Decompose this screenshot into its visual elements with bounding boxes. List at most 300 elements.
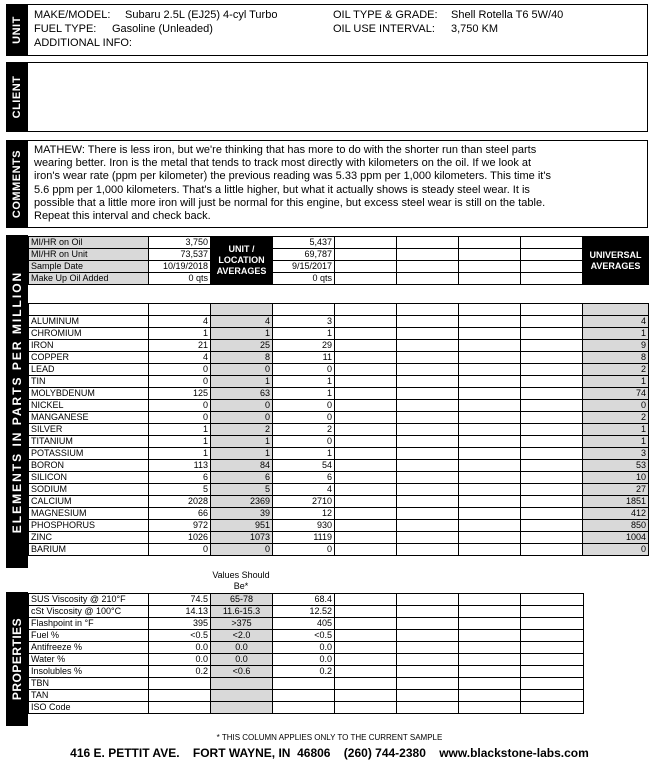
current-value: 74.5 <box>149 594 211 606</box>
universal-average-value: 1851 <box>583 496 649 508</box>
should-be-value: 0.0 <box>211 654 273 666</box>
empty-cell <box>459 520 521 532</box>
empty-cell <box>335 316 397 328</box>
current-value: 1 <box>149 448 211 460</box>
element-row <box>29 364 649 376</box>
empty-cell <box>521 472 583 484</box>
current-value: 4 <box>149 316 211 328</box>
comments-label-text: COMMENTS <box>11 149 23 219</box>
element-row <box>29 508 649 520</box>
unit-average-value: 1 <box>211 376 273 388</box>
oil-type-value: Shell Rotella T6 5W/40 <box>451 9 564 21</box>
oil-type-label: OIL TYPE & GRADE: <box>333 9 438 21</box>
empty-cell <box>459 424 521 436</box>
element-name: ALUMINUM <box>29 316 149 328</box>
empty-cell <box>521 388 583 400</box>
empty-cell <box>335 388 397 400</box>
unit-average-value: 84 <box>211 460 273 472</box>
empty-cell <box>459 484 521 496</box>
empty-cell <box>459 606 521 618</box>
empty-cell <box>459 448 521 460</box>
empty-cell <box>335 594 397 606</box>
property-row <box>29 690 584 702</box>
empty-cell <box>397 424 459 436</box>
empty-cell <box>459 328 521 340</box>
empty-cell <box>521 642 584 654</box>
prev-value: 1 <box>273 388 335 400</box>
current-value: 73,537 <box>149 249 211 261</box>
empty-cell <box>397 678 459 690</box>
empty-cell <box>335 400 397 412</box>
empty-cell <box>459 400 521 412</box>
property-row <box>29 642 584 654</box>
empty-cell <box>459 594 521 606</box>
unit-average-value: 0 <box>211 364 273 376</box>
current-value: 14.13 <box>149 606 211 618</box>
empty-cell <box>397 594 459 606</box>
empty-cell <box>459 702 521 714</box>
empty-cell <box>459 364 521 376</box>
empty-cell <box>459 388 521 400</box>
spacer-row <box>29 304 649 316</box>
current-value: 10/19/2018 <box>149 261 211 273</box>
empty-cell <box>397 340 459 352</box>
element-name: MOLYBDENUM <box>29 388 149 400</box>
element-row <box>29 412 649 424</box>
unit-average-value: 0 <box>211 412 273 424</box>
empty-cell <box>521 594 584 606</box>
empty-cell <box>397 532 459 544</box>
empty-cell <box>459 376 521 388</box>
empty-cell <box>521 496 583 508</box>
unit-average-value: 951 <box>211 520 273 532</box>
empty-cell <box>397 376 459 388</box>
sample-row-unit <box>29 249 649 261</box>
prev-value: 54 <box>273 460 335 472</box>
empty-cell <box>459 642 521 654</box>
row-label: MI/HR on Unit <box>29 249 149 261</box>
universal-average-value: 3 <box>583 448 649 460</box>
prev-value: 0 <box>273 364 335 376</box>
empty-cell <box>397 316 459 328</box>
empty-cell <box>521 520 583 532</box>
property-name: Antifreeze % <box>29 642 149 654</box>
element-row <box>29 496 649 508</box>
unit-average-value: 39 <box>211 508 273 520</box>
universal-average-value: 1004 <box>583 532 649 544</box>
sample-row-makeup <box>29 273 649 285</box>
empty-cell <box>335 460 397 472</box>
empty-cell <box>335 436 397 448</box>
property-row <box>29 702 584 714</box>
prev-value <box>273 702 335 714</box>
current-value <box>149 690 211 702</box>
comment-line: 5.6 ppm per 1,000 kilometers. That's a little higher, but what it actually shows is steady steel wear. It is <box>34 183 530 196</box>
empty-cell <box>459 630 521 642</box>
empty-cell <box>521 618 584 630</box>
unit-average-value: 5 <box>211 484 273 496</box>
row-label: Sample Date <box>29 261 149 273</box>
empty-cell <box>521 328 583 340</box>
prev-value: 0.0 <box>273 642 335 654</box>
prev-value <box>273 690 335 702</box>
empty-cell <box>397 520 459 532</box>
universal-average-value: 53 <box>583 460 649 472</box>
empty-cell <box>459 496 521 508</box>
prev-value: 2 <box>273 424 335 436</box>
universal-average-value: 1 <box>583 328 649 340</box>
comments-section-label <box>6 140 28 228</box>
universal-average-value: 412 <box>583 508 649 520</box>
empty-cell <box>335 237 397 249</box>
comment-line: iron's wear rate (ppm per kilometer) the previous reading was 5.33 ppm per 1,000 kilometers. This time it's <box>34 170 551 183</box>
property-name: ISO Code <box>29 702 149 714</box>
universal-average-value: 8 <box>583 352 649 364</box>
current-value: 0.0 <box>149 654 211 666</box>
empty-cell <box>335 328 397 340</box>
element-row <box>29 328 649 340</box>
empty-cell <box>335 630 397 642</box>
universal-average-value: 9 <box>583 340 649 352</box>
empty-cell <box>459 532 521 544</box>
empty-cell <box>521 606 584 618</box>
property-row <box>29 678 584 690</box>
empty-cell <box>397 630 459 642</box>
universal-average-value: 850 <box>583 520 649 532</box>
empty-cell <box>521 702 584 714</box>
empty-cell <box>397 352 459 364</box>
empty-cell <box>521 532 583 544</box>
empty-cell <box>521 261 583 273</box>
universal-average-value: 27 <box>583 484 649 496</box>
empty-cell <box>335 508 397 520</box>
empty-cell <box>521 364 583 376</box>
element-name: TIN <box>29 376 149 388</box>
make-model-label: MAKE/MODEL: <box>34 9 111 21</box>
current-value: 0 <box>149 412 211 424</box>
empty-cell <box>335 273 397 285</box>
empty-cell <box>397 388 459 400</box>
current-value: 1 <box>149 328 211 340</box>
empty-cell <box>335 520 397 532</box>
unit-average-value: 4 <box>211 316 273 328</box>
prev-value: 9/15/2017 <box>273 261 335 273</box>
current-value: 4 <box>149 352 211 364</box>
current-value: 0 <box>149 544 211 556</box>
element-row <box>29 448 649 460</box>
empty-cell <box>521 273 583 285</box>
empty-cell <box>149 304 211 316</box>
comment-line: MATHEW: There is less iron, but we're thinking that has more to do with the shorter run than steel parts <box>34 144 537 156</box>
empty-cell <box>459 544 521 556</box>
universal-average-value: 2 <box>583 364 649 376</box>
element-row <box>29 532 649 544</box>
element-row <box>29 352 649 364</box>
empty-cell <box>335 666 397 678</box>
empty-cell <box>521 508 583 520</box>
property-row <box>29 654 584 666</box>
empty-cell <box>335 412 397 424</box>
prev-value: 4 <box>273 484 335 496</box>
empty-cell <box>397 304 459 316</box>
empty-cell <box>521 678 584 690</box>
empty-cell <box>521 460 583 472</box>
should-be-value <box>211 678 273 690</box>
make-model-value: Subaru 2.5L (EJ25) 4-cyl Turbo <box>125 9 278 21</box>
universal-averages-header: UNIVERSAL AVERAGES <box>583 237 649 285</box>
should-be-value <box>211 702 273 714</box>
element-name: PHOSPHORUS <box>29 520 149 532</box>
empty-cell <box>397 448 459 460</box>
prev-value: 0 <box>273 412 335 424</box>
empty-cell <box>397 690 459 702</box>
empty-cell <box>335 364 397 376</box>
prev-value: 11 <box>273 352 335 364</box>
empty-cell <box>397 249 459 261</box>
empty-cell <box>397 261 459 273</box>
prev-value: 0 <box>273 436 335 448</box>
current-value: 125 <box>149 388 211 400</box>
current-value: 6 <box>149 472 211 484</box>
empty-cell <box>521 352 583 364</box>
empty-cell <box>583 304 649 316</box>
element-name: POTASSIUM <box>29 448 149 460</box>
element-name: LEAD <box>29 364 149 376</box>
element-row <box>29 424 649 436</box>
unit-average-value: 2369 <box>211 496 273 508</box>
oil-interval-value: 3,750 KM <box>451 23 499 35</box>
unit-average-value: 1073 <box>211 532 273 544</box>
empty-cell <box>335 690 397 702</box>
empty-cell <box>335 606 397 618</box>
empty-cell <box>335 448 397 460</box>
unit-average-value: 6 <box>211 472 273 484</box>
property-row <box>29 606 584 618</box>
current-value: 5 <box>149 484 211 496</box>
empty-cell <box>335 678 397 690</box>
footer-address: 416 E. PETTIT AVE. FORT WAYNE, IN 46806 (260) 744-2380 www.blackstone-labs.com <box>70 746 589 760</box>
should-be-value <box>211 690 273 702</box>
empty-cell <box>459 237 521 249</box>
empty-cell <box>459 304 521 316</box>
prev-value: 29 <box>273 340 335 352</box>
empty-cell <box>335 261 397 273</box>
current-value: 0 <box>149 400 211 412</box>
prev-value: 1 <box>273 448 335 460</box>
prev-value: 12.52 <box>273 606 335 618</box>
element-name: CALCIUM <box>29 496 149 508</box>
empty-cell <box>459 352 521 364</box>
empty-cell <box>397 642 459 654</box>
empty-cell <box>521 316 583 328</box>
additional-info-label: ADDITIONAL INFO: <box>34 37 132 49</box>
empty-cell <box>397 544 459 556</box>
unit-average-value: 25 <box>211 340 273 352</box>
empty-cell <box>335 352 397 364</box>
should-be-value: <2.0 <box>211 630 273 642</box>
element-row <box>29 460 649 472</box>
empty-cell <box>459 249 521 261</box>
property-name: TAN <box>29 690 149 702</box>
client-section-label <box>6 62 28 132</box>
empty-cell <box>521 304 583 316</box>
element-row <box>29 520 649 532</box>
empty-cell <box>397 400 459 412</box>
should-be-value: 0.0 <box>211 642 273 654</box>
property-name: Fuel % <box>29 630 149 642</box>
unit-average-value: 8 <box>211 352 273 364</box>
universal-average-value: 2 <box>583 412 649 424</box>
current-value: 395 <box>149 618 211 630</box>
empty-cell <box>397 702 459 714</box>
empty-cell <box>335 544 397 556</box>
empty-cell <box>397 436 459 448</box>
element-name: NICKEL <box>29 400 149 412</box>
empty-cell <box>459 508 521 520</box>
empty-cell <box>273 304 335 316</box>
prev-value: 0.2 <box>273 666 335 678</box>
unit-average-value: 2 <box>211 424 273 436</box>
properties-section-label <box>6 592 28 726</box>
elements-table <box>28 303 649 556</box>
current-value: 1 <box>149 436 211 448</box>
element-name: SODIUM <box>29 484 149 496</box>
element-name: TITANIUM <box>29 436 149 448</box>
current-value: 0 qts <box>149 273 211 285</box>
prev-value: 6 <box>273 472 335 484</box>
property-row <box>29 630 584 642</box>
empty-cell <box>459 654 521 666</box>
client-label-text: CLIENT <box>11 75 23 119</box>
element-name: SILVER <box>29 424 149 436</box>
empty-cell <box>335 618 397 630</box>
unit-average-value: 0 <box>211 400 273 412</box>
current-value: 1026 <box>149 532 211 544</box>
prev-value: 1 <box>273 328 335 340</box>
element-row <box>29 484 649 496</box>
empty-cell <box>397 364 459 376</box>
empty-cell <box>397 460 459 472</box>
empty-cell <box>459 618 521 630</box>
empty-cell <box>211 304 273 316</box>
element-name: CHROMIUM <box>29 328 149 340</box>
empty-cell <box>335 484 397 496</box>
empty-cell <box>397 666 459 678</box>
empty-cell <box>397 328 459 340</box>
current-value <box>149 678 211 690</box>
empty-cell <box>521 544 583 556</box>
property-name: TBN <box>29 678 149 690</box>
universal-average-value: 0 <box>583 400 649 412</box>
property-name: Water % <box>29 654 149 666</box>
empty-cell <box>459 436 521 448</box>
property-row <box>29 594 584 606</box>
prev-value: 0 <box>273 400 335 412</box>
should-be-value: >375 <box>211 618 273 630</box>
comments-text <box>34 144 644 223</box>
prev-value: 0 qts <box>273 273 335 285</box>
current-value: 0.2 <box>149 666 211 678</box>
current-value <box>149 702 211 714</box>
current-value: 0 <box>149 364 211 376</box>
universal-average-value: 1 <box>583 376 649 388</box>
empty-cell <box>459 690 521 702</box>
empty-cell <box>459 316 521 328</box>
empty-cell <box>521 376 583 388</box>
elements-label-text: ELEMENTS IN PARTS PER MILLION <box>10 270 24 533</box>
sample-row-oil <box>29 237 649 249</box>
empty-cell <box>459 273 521 285</box>
empty-cell <box>459 666 521 678</box>
row-label: Make Up Oil Added <box>29 273 149 285</box>
element-name: SILICON <box>29 472 149 484</box>
empty-cell <box>521 400 583 412</box>
unit-label-text: UNIT <box>11 16 23 44</box>
empty-cell <box>397 618 459 630</box>
should-be-value: 65-78 <box>211 594 273 606</box>
property-name: cSt Viscosity @ 100°C <box>29 606 149 618</box>
current-value: 113 <box>149 460 211 472</box>
empty-cell <box>521 484 583 496</box>
empty-cell <box>335 424 397 436</box>
unit-average-value: 63 <box>211 388 273 400</box>
comment-line: wearing better. Iron is the metal that tends to track most directly with kilometers on the oil. If we look at <box>34 157 532 170</box>
prev-value: 12 <box>273 508 335 520</box>
empty-cell <box>459 460 521 472</box>
prev-value: 68.4 <box>273 594 335 606</box>
empty-cell <box>335 472 397 484</box>
empty-cell <box>521 690 584 702</box>
empty-cell <box>397 484 459 496</box>
properties-table <box>28 593 584 714</box>
prev-value: 69,787 <box>273 249 335 261</box>
current-value: 972 <box>149 520 211 532</box>
element-name: BARIUM <box>29 544 149 556</box>
element-name: BORON <box>29 460 149 472</box>
property-name: Insolubles % <box>29 666 149 678</box>
empty-cell <box>521 448 583 460</box>
element-row <box>29 472 649 484</box>
element-name: ZINC <box>29 532 149 544</box>
comment-line: possible that a little more iron will just be normal for this engine, but excess steel wear is still on the table. <box>34 196 546 209</box>
empty-cell <box>521 340 583 352</box>
empty-cell <box>335 642 397 654</box>
element-name: COPPER <box>29 352 149 364</box>
unit-section-label <box>6 4 28 56</box>
current-value: 0 <box>149 376 211 388</box>
unit-average-value: 0 <box>211 544 273 556</box>
universal-average-value: 1 <box>583 436 649 448</box>
empty-cell <box>335 249 397 261</box>
elements-section-label <box>6 235 28 568</box>
empty-cell <box>397 654 459 666</box>
unit-average-value: 1 <box>211 436 273 448</box>
current-value: 2028 <box>149 496 211 508</box>
properties-label-text: PROPERTIES <box>10 617 24 701</box>
empty-cell <box>521 249 583 261</box>
empty-cell <box>521 654 584 666</box>
empty-cell <box>397 508 459 520</box>
empty-cell <box>459 472 521 484</box>
empty-cell <box>335 654 397 666</box>
universal-average-value: 0 <box>583 544 649 556</box>
empty-cell <box>335 304 397 316</box>
empty-cell <box>521 412 583 424</box>
footnote: * THIS COLUMN APPLIES ONLY TO THE CURRENT SAMPLE <box>216 733 443 742</box>
fuel-type-label: FUEL TYPE: <box>34 23 97 35</box>
element-row <box>29 400 649 412</box>
universal-average-value: 1 <box>583 424 649 436</box>
